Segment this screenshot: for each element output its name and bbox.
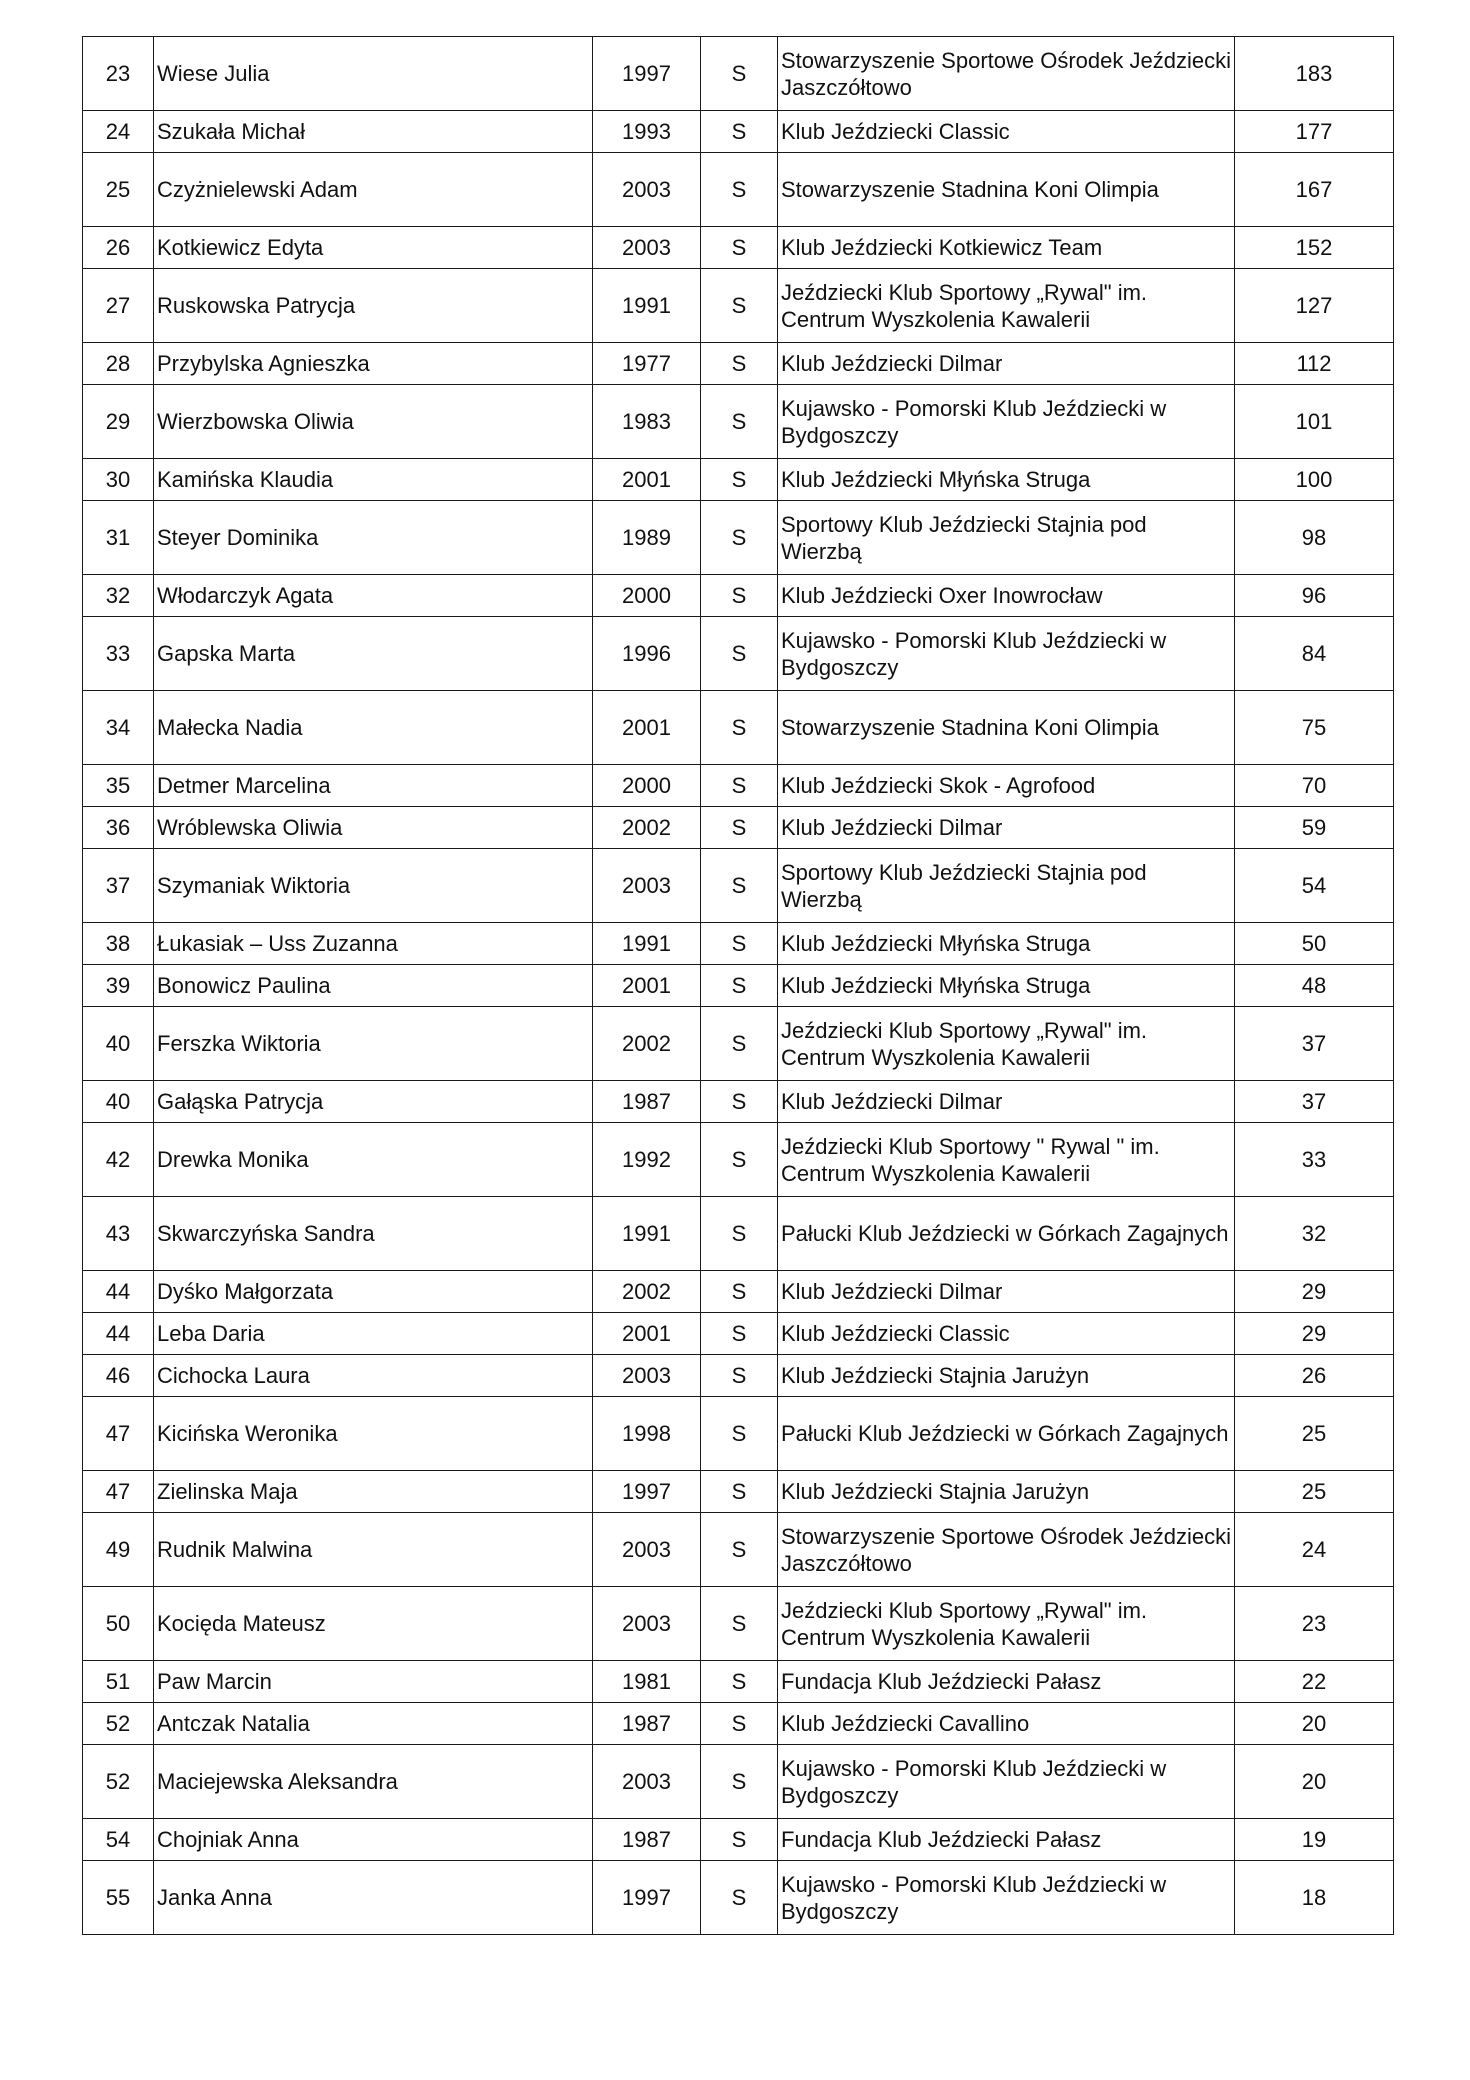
club-cell: Klub Jeździecki Dilmar [778,807,1235,849]
table-row [83,1271,1394,1313]
table-row [83,227,1394,269]
club-cell: Klub Jeździecki Stajnia Jarużyn [778,1471,1235,1513]
rank-cell: 54 [83,1819,154,1861]
club-cell: Stowarzyszenie Sportowe Ośrodek Jeździecki Jaszczółtowo [778,37,1235,111]
category-cell: S [701,385,778,459]
rank-cell: 28 [83,343,154,385]
birth-year-cell: 1987 [593,1703,701,1745]
rank-cell: 27 [83,269,154,343]
club-cell: Kujawsko - Pomorski Klub Jeździecki w Bydgoszczy [778,617,1235,691]
points-cell: 24 [1235,1513,1394,1587]
rank-cell: 30 [83,459,154,501]
birth-year-cell: 1983 [593,385,701,459]
club-cell: Klub Jeździecki Młyńska Struga [778,923,1235,965]
table-row [83,849,1394,923]
category-cell: S [701,1397,778,1471]
birth-year-cell: 1992 [593,1123,701,1197]
rider-name-cell: Detmer Marcelina [154,765,593,807]
rank-cell: 44 [83,1313,154,1355]
table-row [83,501,1394,575]
category-cell: S [701,227,778,269]
table-row [83,1513,1394,1587]
club-cell: Sportowy Klub Jeździecki Stajnia pod Wierzbą [778,501,1235,575]
category-cell: S [701,269,778,343]
table-row [83,691,1394,765]
category-cell: S [701,765,778,807]
club-cell: Klub Jeździecki Młyńska Struga [778,459,1235,501]
rank-cell: 52 [83,1703,154,1745]
rider-name-cell: Kotkiewicz Edyta [154,227,593,269]
table-row [83,37,1394,111]
category-cell: S [701,1355,778,1397]
table-row [83,1861,1394,1935]
rank-cell: 37 [83,849,154,923]
points-cell: 23 [1235,1587,1394,1661]
points-cell: 84 [1235,617,1394,691]
rank-cell: 43 [83,1197,154,1271]
results-table [82,36,1394,1935]
rider-name-cell: Przybylska Agnieszka [154,343,593,385]
rider-name-cell: Czyżnielewski Adam [154,153,593,227]
table-row [83,1007,1394,1081]
rider-name-cell: Wierzbowska Oliwia [154,385,593,459]
points-cell: 32 [1235,1197,1394,1271]
club-cell: Fundacja Klub Jeździecki Pałasz [778,1819,1235,1861]
table-row [83,1397,1394,1471]
category-cell: S [701,459,778,501]
points-cell: 177 [1235,111,1394,153]
category-cell: S [701,807,778,849]
rank-cell: 29 [83,385,154,459]
rank-cell: 50 [83,1587,154,1661]
club-cell: Jeździecki Klub Sportowy „Rywal" im. Centrum Wyszkolenia Kawalerii [778,269,1235,343]
club-cell: Klub Jeździecki Skok - Agrofood [778,765,1235,807]
points-cell: 37 [1235,1007,1394,1081]
rank-cell: 51 [83,1661,154,1703]
category-cell: S [701,1513,778,1587]
rank-cell: 52 [83,1745,154,1819]
points-cell: 50 [1235,923,1394,965]
category-cell: S [701,1471,778,1513]
rank-cell: 47 [83,1397,154,1471]
rider-name-cell: Janka Anna [154,1861,593,1935]
points-cell: 22 [1235,1661,1394,1703]
category-cell: S [701,153,778,227]
birth-year-cell: 1997 [593,1861,701,1935]
table-row [83,459,1394,501]
birth-year-cell: 2003 [593,153,701,227]
rank-cell: 25 [83,153,154,227]
birth-year-cell: 2001 [593,691,701,765]
birth-year-cell: 2001 [593,965,701,1007]
points-cell: 18 [1235,1861,1394,1935]
points-cell: 29 [1235,1271,1394,1313]
rank-cell: 24 [83,111,154,153]
rank-cell: 40 [83,1007,154,1081]
club-cell: Stowarzyszenie Stadnina Koni Olimpia [778,691,1235,765]
rider-name-cell: Leba Daria [154,1313,593,1355]
rider-name-cell: Maciejewska Aleksandra [154,1745,593,1819]
table-row [83,1471,1394,1513]
category-cell: S [701,1271,778,1313]
category-cell: S [701,1703,778,1745]
birth-year-cell: 2002 [593,1007,701,1081]
category-cell: S [701,1587,778,1661]
points-cell: 54 [1235,849,1394,923]
rank-cell: 31 [83,501,154,575]
category-cell: S [701,1861,778,1935]
table-row [83,1313,1394,1355]
club-cell: Stowarzyszenie Stadnina Koni Olimpia [778,153,1235,227]
birth-year-cell: 2003 [593,849,701,923]
category-cell: S [701,501,778,575]
birth-year-cell: 2002 [593,807,701,849]
points-cell: 98 [1235,501,1394,575]
rider-name-cell: Chojniak Anna [154,1819,593,1861]
rider-name-cell: Wiese Julia [154,37,593,111]
points-cell: 112 [1235,343,1394,385]
club-cell: Klub Jeździecki Oxer Inowrocław [778,575,1235,617]
table-row [83,343,1394,385]
birth-year-cell: 2003 [593,1513,701,1587]
table-row [83,1355,1394,1397]
rider-name-cell: Ruskowska Patrycja [154,269,593,343]
table-row [83,1703,1394,1745]
category-cell: S [701,343,778,385]
rider-name-cell: Drewka Monika [154,1123,593,1197]
rider-name-cell: Kamińska Klaudia [154,459,593,501]
birth-year-cell: 1993 [593,111,701,153]
table-row [83,765,1394,807]
club-cell: Jeździecki Klub Sportowy „Rywal" im. Centrum Wyszkolenia Kawalerii [778,1587,1235,1661]
club-cell: Pałucki Klub Jeździecki w Górkach Zagajnych [778,1397,1235,1471]
birth-year-cell: 1977 [593,343,701,385]
rank-cell: 38 [83,923,154,965]
points-cell: 96 [1235,575,1394,617]
birth-year-cell: 1996 [593,617,701,691]
club-cell: Klub Jeździecki Stajnia Jarużyn [778,1355,1235,1397]
table-row [83,807,1394,849]
points-cell: 29 [1235,1313,1394,1355]
table-row [83,385,1394,459]
table-row [83,923,1394,965]
club-cell: Klub Jeździecki Dilmar [778,343,1235,385]
points-cell: 25 [1235,1471,1394,1513]
rank-cell: 55 [83,1861,154,1935]
category-cell: S [701,1819,778,1861]
category-cell: S [701,691,778,765]
rider-name-cell: Dyśko Małgorzata [154,1271,593,1313]
rank-cell: 35 [83,765,154,807]
table-row [83,1819,1394,1861]
club-cell: Kujawsko - Pomorski Klub Jeździecki w Bydgoszczy [778,1861,1235,1935]
table-row [83,1661,1394,1703]
club-cell: Klub Jeździecki Cavallino [778,1703,1235,1745]
rank-cell: 49 [83,1513,154,1587]
rider-name-cell: Steyer Dominika [154,501,593,575]
rank-cell: 40 [83,1081,154,1123]
points-cell: 26 [1235,1355,1394,1397]
birth-year-cell: 2003 [593,227,701,269]
birth-year-cell: 1991 [593,1197,701,1271]
category-cell: S [701,37,778,111]
rider-name-cell: Paw Marcin [154,1661,593,1703]
rank-cell: 23 [83,37,154,111]
birth-year-cell: 1997 [593,1471,701,1513]
club-cell: Klub Jeździecki Classic [778,1313,1235,1355]
birth-year-cell: 1989 [593,501,701,575]
category-cell: S [701,923,778,965]
rank-cell: 33 [83,617,154,691]
club-cell: Sportowy Klub Jeździecki Stajnia pod Wierzbą [778,849,1235,923]
table-row [83,111,1394,153]
club-cell: Kujawsko - Pomorski Klub Jeździecki w Bydgoszczy [778,1745,1235,1819]
birth-year-cell: 1987 [593,1819,701,1861]
rider-name-cell: Rudnik Malwina [154,1513,593,1587]
birth-year-cell: 2003 [593,1745,701,1819]
rank-cell: 36 [83,807,154,849]
rank-cell: 26 [83,227,154,269]
table-row [83,1081,1394,1123]
points-cell: 33 [1235,1123,1394,1197]
category-cell: S [701,1313,778,1355]
rider-name-cell: Łukasiak – Uss Zuzanna [154,923,593,965]
club-cell: Klub Jeździecki Młyńska Struga [778,965,1235,1007]
points-cell: 183 [1235,37,1394,111]
rider-name-cell: Kicińska Weronika [154,1397,593,1471]
rider-name-cell: Bonowicz Paulina [154,965,593,1007]
birth-year-cell: 2003 [593,1355,701,1397]
table-row [83,965,1394,1007]
birth-year-cell: 2000 [593,575,701,617]
points-cell: 167 [1235,153,1394,227]
category-cell: S [701,1197,778,1271]
category-cell: S [701,1745,778,1819]
club-cell: Fundacja Klub Jeździecki Pałasz [778,1661,1235,1703]
rider-name-cell: Ferszka Wiktoria [154,1007,593,1081]
points-cell: 70 [1235,765,1394,807]
category-cell: S [701,1123,778,1197]
rank-cell: 34 [83,691,154,765]
birth-year-cell: 1991 [593,923,701,965]
rider-name-cell: Cichocka Laura [154,1355,593,1397]
birth-year-cell: 2001 [593,1313,701,1355]
birth-year-cell: 2003 [593,1587,701,1661]
points-cell: 100 [1235,459,1394,501]
rider-name-cell: Wróblewska Oliwia [154,807,593,849]
table-row [83,1745,1394,1819]
points-cell: 59 [1235,807,1394,849]
birth-year-cell: 2002 [593,1271,701,1313]
rider-name-cell: Zielinska Maja [154,1471,593,1513]
points-cell: 127 [1235,269,1394,343]
category-cell: S [701,575,778,617]
category-cell: S [701,1661,778,1703]
birth-year-cell: 1991 [593,269,701,343]
category-cell: S [701,1081,778,1123]
rider-name-cell: Włodarczyk Agata [154,575,593,617]
birth-year-cell: 1987 [593,1081,701,1123]
table-row [83,617,1394,691]
rider-name-cell: Małecka Nadia [154,691,593,765]
table-row [83,1197,1394,1271]
birth-year-cell: 1998 [593,1397,701,1471]
rider-name-cell: Gapska Marta [154,617,593,691]
club-cell: Klub Jeździecki Kotkiewicz Team [778,227,1235,269]
club-cell: Kujawsko - Pomorski Klub Jeździecki w Bydgoszczy [778,385,1235,459]
club-cell: Jeździecki Klub Sportowy „Rywal" im. Centrum Wyszkolenia Kawalerii [778,1007,1235,1081]
category-cell: S [701,617,778,691]
points-cell: 152 [1235,227,1394,269]
club-cell: Klub Jeździecki Classic [778,111,1235,153]
points-cell: 37 [1235,1081,1394,1123]
points-cell: 20 [1235,1745,1394,1819]
category-cell: S [701,965,778,1007]
rank-cell: 32 [83,575,154,617]
table-row [83,575,1394,617]
rider-name-cell: Antczak Natalia [154,1703,593,1745]
rider-name-cell: Szukała Michał [154,111,593,153]
points-cell: 75 [1235,691,1394,765]
rank-cell: 39 [83,965,154,1007]
rank-cell: 44 [83,1271,154,1313]
table-row [83,1123,1394,1197]
table-row [83,1587,1394,1661]
rider-name-cell: Szymaniak Wiktoria [154,849,593,923]
club-cell: Stowarzyszenie Sportowe Ośrodek Jeździecki Jaszczółtowo [778,1513,1235,1587]
club-cell: Jeździecki Klub Sportowy " Rywal " im. Centrum Wyszkolenia Kawalerii [778,1123,1235,1197]
birth-year-cell: 1981 [593,1661,701,1703]
points-cell: 25 [1235,1397,1394,1471]
category-cell: S [701,1007,778,1081]
category-cell: S [701,111,778,153]
rider-name-cell: Kocięda Mateusz [154,1587,593,1661]
birth-year-cell: 1997 [593,37,701,111]
rank-cell: 42 [83,1123,154,1197]
birth-year-cell: 2001 [593,459,701,501]
rank-cell: 47 [83,1471,154,1513]
points-cell: 101 [1235,385,1394,459]
rank-cell: 46 [83,1355,154,1397]
table-row [83,269,1394,343]
points-cell: 48 [1235,965,1394,1007]
rider-name-cell: Gałąska Patrycja [154,1081,593,1123]
points-cell: 20 [1235,1703,1394,1745]
birth-year-cell: 2000 [593,765,701,807]
club-cell: Klub Jeździecki Dilmar [778,1271,1235,1313]
results-table-body [83,37,1394,1935]
rider-name-cell: Skwarczyńska Sandra [154,1197,593,1271]
category-cell: S [701,849,778,923]
club-cell: Klub Jeździecki Dilmar [778,1081,1235,1123]
table-row [83,153,1394,227]
club-cell: Pałucki Klub Jeździecki w Górkach Zagajnych [778,1197,1235,1271]
points-cell: 19 [1235,1819,1394,1861]
